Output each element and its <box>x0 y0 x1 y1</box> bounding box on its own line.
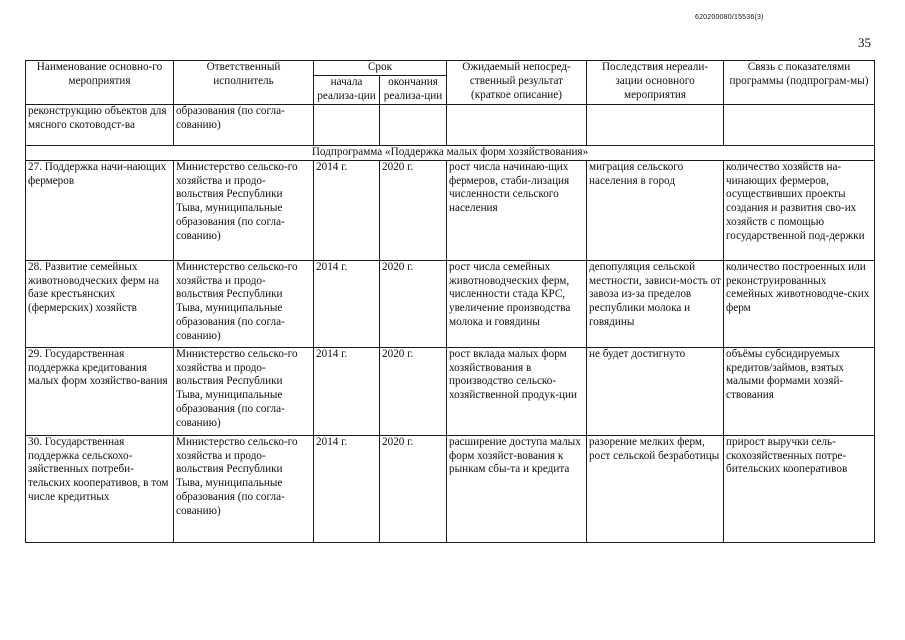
table-row <box>26 260 875 347</box>
table-row <box>26 435 875 542</box>
header-start: начала реализа-ции <box>314 75 380 104</box>
header-link: Связь с показателями программы (подпрограм-мы) <box>724 61 875 105</box>
cell-end: 2020 г. <box>380 347 447 435</box>
table-row <box>26 347 875 435</box>
cell-start <box>314 104 380 145</box>
cell-result: расширение доступа малых форм хозяйст-вования к рынкам сбы-та и кредита <box>447 435 587 542</box>
cell-executor: Министерство сельско-го хозяйства и продо-вольствия Республики Тыва, муниципальные образования (по согла-сованию) <box>174 160 314 260</box>
header-term: Срок <box>314 61 447 76</box>
cell-result <box>447 104 587 145</box>
cell-end: 2020 г. <box>380 435 447 542</box>
page-number: 35 <box>858 35 871 50</box>
cell-result: рост числа семейных животноводческих ферм, численности стада КРС, увеличение производства молока и говядины <box>447 260 587 347</box>
table-row <box>26 160 875 260</box>
cell-link <box>724 104 875 145</box>
cell-executor: Министерство сельско-го хозяйства и продо-вольствия Республики Тыва, муниципальные образования (по согла-сованию) <box>174 260 314 347</box>
cell-start: 2014 г. <box>314 347 380 435</box>
cell-link: количество хозяйств на-чинающих фермеров, осуществивших проекты создания и развития сво-их хозяйств с помощью государственной под-держки <box>724 160 875 260</box>
cell-link: количество построенных или реконструированных семейных животноводче-ских ферм <box>724 260 875 347</box>
header-consequences: Последствия нереали-зации основного мероприятия <box>587 61 724 105</box>
table-header-row <box>26 61 875 76</box>
cell-consequences: не будет достигнуто <box>587 347 724 435</box>
table-row-continuation <box>26 104 875 145</box>
cell-start: 2014 г. <box>314 260 380 347</box>
cell-consequences: депопуляция сельской местности, зависи-мость от завоза из-за пределов республики молока и говядины <box>587 260 724 347</box>
cell-link: прирост выручки сель-скохозяйственных потре-бительских кооперативов <box>724 435 875 542</box>
subprogram-title: Подпрограмма «Поддержка малых форм хозяйствования» <box>26 145 875 160</box>
cell-executor: Министерство сельско-го хозяйства и продо-вольствия Республики Тыва, муниципальные образования (по согла-сованию) <box>174 347 314 435</box>
cell-end: 2020 г. <box>380 260 447 347</box>
cell-result: рост вклада малых форм хозяйствования в производство сельско-хозяйственной продук-ции <box>447 347 587 435</box>
cell-end: 2020 г. <box>380 160 447 260</box>
program-activities-table <box>25 60 875 543</box>
cell-name: 28. Развитие семейных животноводческих ферм на базе крестьянских (фермерских) хозяйств <box>26 260 174 347</box>
header-end: окончания реализа-ции <box>380 75 447 104</box>
cell-start: 2014 г. <box>314 160 380 260</box>
cell-consequences: разорение мелких ферм, рост сельской безработицы <box>587 435 724 542</box>
cell-consequences <box>587 104 724 145</box>
document-id: 620200080/15536(3) <box>695 14 764 21</box>
header-result: Ожидаемый непосред-ственный результат (краткое описание) <box>447 61 587 105</box>
cell-name: 29. Государственная поддержка кредитования малых форм хозяйство-вания <box>26 347 174 435</box>
cell-link: объёмы субсидируемых кредитов/займов, взятых малыми формами хозяй-ствования <box>724 347 875 435</box>
cell-end <box>380 104 447 145</box>
cell-name: 27. Поддержка начи-нающих фермеров <box>26 160 174 260</box>
subprogram-row <box>26 145 875 160</box>
cell-executor: Министерство сельско-го хозяйства и продо-вольствия Республики Тыва, муниципальные образования (по согла-сованию) <box>174 435 314 542</box>
header-executor: Ответственный исполнитель <box>174 61 314 105</box>
cell-name: 30. Государственная поддержка сельскохо-зяйственных потреби-тельских кооперативов, в том числе кредитных <box>26 435 174 542</box>
cell-name: реконструкцию объектов для мясного скотоводст-ва <box>26 104 174 145</box>
cell-result: рост числа начинаю-щих фермеров, стаби-лизация численности сельского населения <box>447 160 587 260</box>
cell-executor: образования (по согла-сованию) <box>174 104 314 145</box>
cell-start: 2014 г. <box>314 435 380 542</box>
header-name: Наименование основно-го мероприятия <box>26 61 174 105</box>
cell-consequences: миграция сельского населения в город <box>587 160 724 260</box>
